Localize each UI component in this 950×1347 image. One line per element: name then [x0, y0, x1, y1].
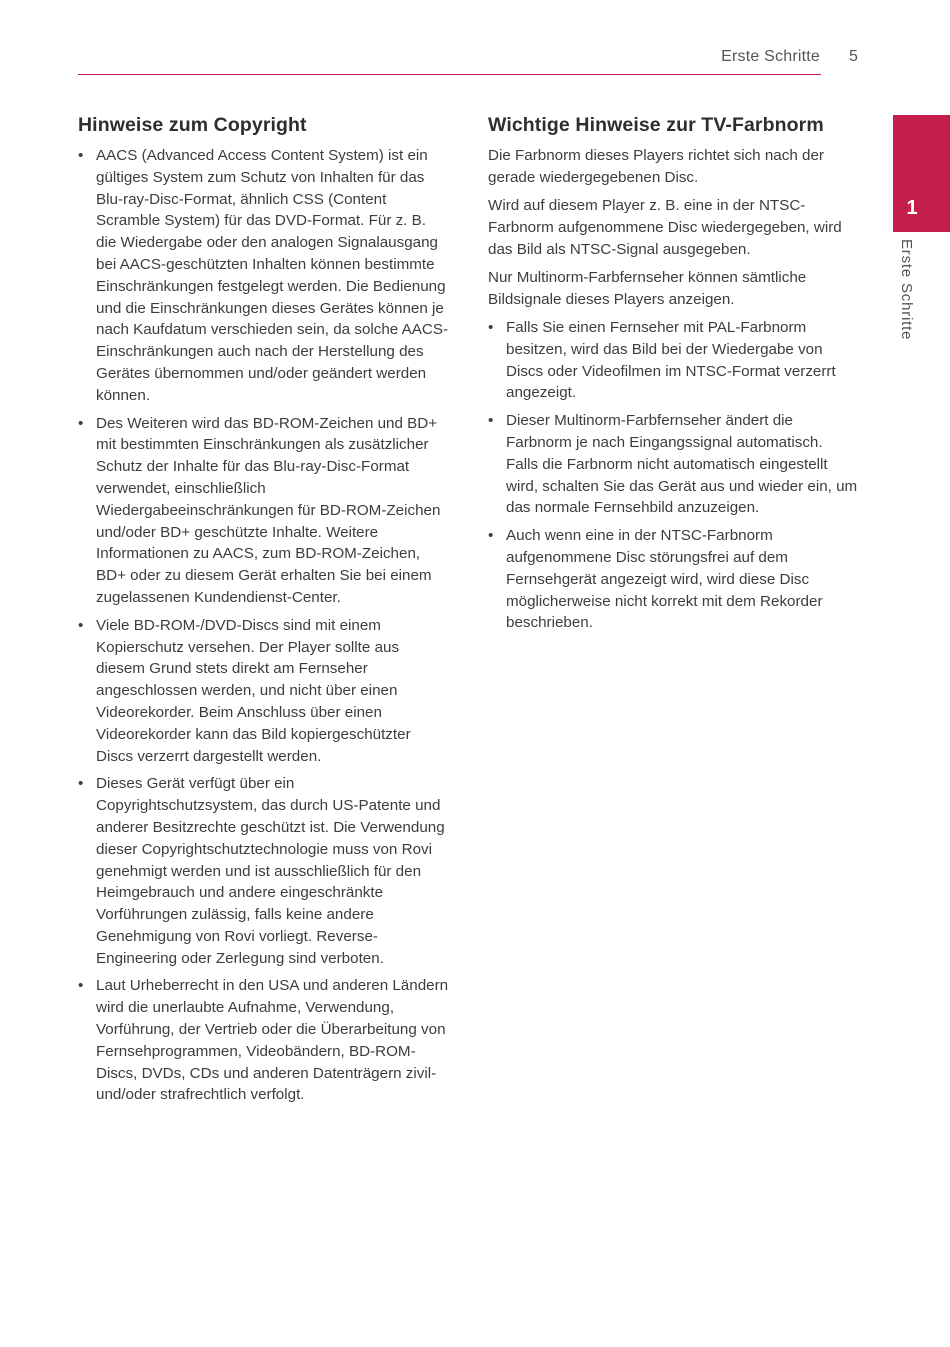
copyright-bullet-list [78, 145, 450, 1106]
list-item: • Auch wenn eine in der NTSC-Farbnorm aufgenommene Disc störungsfrei auf dem Fernsehgerät angezeigt wird, wird diese Disc möglicherweise nicht korrekt mit dem Rekorder beschrieben. [488, 525, 858, 634]
chapter-tab-label: Erste Schritte [898, 239, 915, 341]
right-column [488, 112, 858, 640]
list-item: • Dieser Multinorm-Farbfernseher ändert die Farbnorm je nach Eingangssignal automatisch. Falls die Farbnorm nicht automatisch eingestellt wird, schalten Sie das Gerät aus und wieder ein, um das normale Fernsehbild anzuzeigen. [488, 410, 858, 519]
tv-color-norm-heading: Wichtige Hinweise zur TV-Farbnorm [488, 114, 824, 136]
chapter-tab [893, 115, 950, 232]
tv-color-norm-bullet-list [488, 317, 858, 634]
page-number: 5 [849, 48, 858, 65]
body-paragraph: Wird auf diesem Player z. B. eine in der NTSC-Farbnorm aufgenommene Disc wiedergegeben, wird das Bild als NTSC-Signal ausgegeben. [488, 197, 842, 258]
chapter-number: 1 [906, 197, 918, 219]
body-paragraph: Die Farbnorm dieses Players richtet sich nach der gerade wiedergegebenen Disc. [488, 147, 824, 186]
body-paragraph: Nur Multinorm-Farbfernseher können sämtliche Bildsignale dieses Players anzeigen. [488, 269, 807, 308]
list-item: • Laut Urheberrecht in den USA und anderen Ländern wird die unerlaubte Aufnahme, Verwendung, Vorführung, der Vertrieb oder die Überarbeitung von Fernsehprogrammen, Videobändern, BD-ROM-Discs, DVDs, CDs und anderen Datenträgern zivil- und/oder strafrechtlich verfolgt. [78, 975, 450, 1106]
list-item: • Falls Sie einen Fernseher mit PAL-Farbnorm besitzen, wird das Bild bei der Wiedergabe von Discs oder Videofilmen im NTSC-Format verzerrt angezeigt. [488, 317, 858, 404]
copyright-heading: Hinweise zum Copyright [78, 114, 307, 136]
list-item: • Des Weiteren wird das BD-ROM-Zeichen und BD+ mit bestimmten Einschränkungen als zusätzlicher Schutz der Inhalte für das Blu-ray-Disc-Format verwendet, einschließlich Wiedergabeeinschränkungen für BD-ROM-Zeichen und/oder BD+ geschützte Inhalte. Weitere Informationen zu AACS, zum BD-ROM-Zeichen, BD+ oder zu diesem Gerät erhalten Sie bei einem zugelassenen Kundendienst-Center. [78, 413, 450, 609]
list-item: • AACS (Advanced Access Content System) ist ein gültiges System zum Schutz von Inhalten für das Blu-ray-Disc-Format, ähnlich CSS (Content Scramble System) für das DVD-Format. Für z. B. die Wiedergabe oder den analogen Signalausgang bei AACS-geschützten Inhalten können bestimmte Einschränkungen festgelegt werden. Die Bedienung und die Einschränkungen dieses Gerätes können je nach Kaufdatum verschieden sein, da solche AACS-Einschränkungen auch nach der Herstellung des Gerätes übernommen und/oder geändert werden können. [78, 145, 450, 407]
list-item: • Viele BD-ROM-/DVD-Discs sind mit einem Kopierschutz versehen. Der Player sollte aus diesem Grund stets direkt am Fernseher angeschlossen werden, und nicht über einen Videorekorder. Beim Anschluss über einen Videorekorder kann das Bild kopiergeschützter Discs verzerrt dargestellt werden. [78, 615, 450, 768]
left-column [78, 112, 450, 1112]
header-divider [78, 74, 821, 75]
list-item: • Dieses Gerät verfügt über ein Copyrightschutzsystem, das durch US-Patente und anderer Besitzrechte geschützt ist. Die Verwendung dieser Copyrightschutztechnologie muss von Rovi genehmigt werden und ist ausschließlich für den Heimgebrauch und andere eingeschränkte Vorführungen zulässig, falls keine andere Genehmigung von Rovi vorliegt. Reverse-Engineering oder Zerlegung sind verboten. [78, 773, 450, 969]
header-section-label: Erste Schritte [721, 48, 820, 65]
